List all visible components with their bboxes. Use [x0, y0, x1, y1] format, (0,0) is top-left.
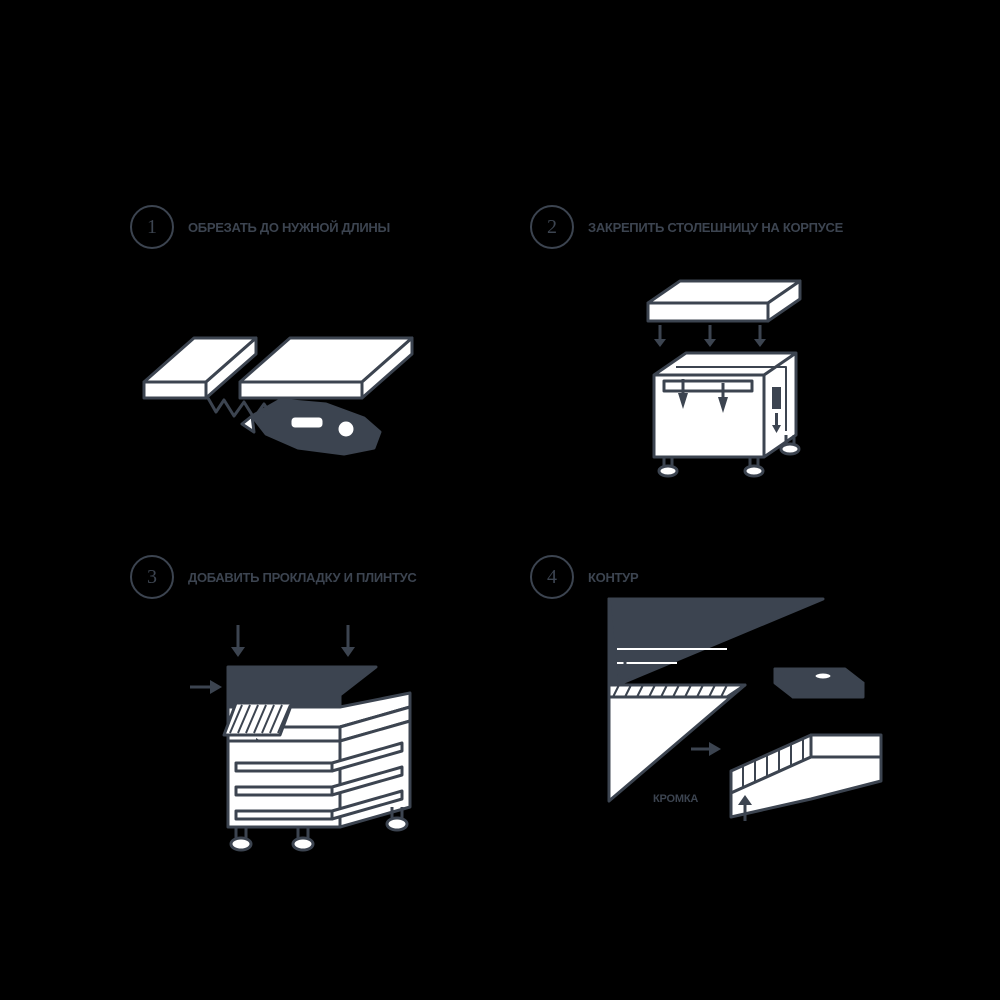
hatched-strip [224, 703, 292, 735]
step-2 [530, 205, 843, 249]
step-4-title: КОНТУР [588, 569, 639, 585]
right-slab-front [240, 382, 362, 398]
backsplash-down-arrows [231, 625, 355, 657]
front-rail [664, 381, 752, 391]
step-2-number: 2 [530, 205, 574, 249]
tape-roll [775, 669, 863, 697]
cabinet-with-backsplash-drawing [180, 615, 440, 875]
step-1-title: ОБРЕЗАТЬ ДО НУЖНОЙ ДЛИНЫ [188, 219, 390, 235]
step-3-number: 3 [130, 555, 174, 599]
cabinet-and-countertop-drawing [640, 275, 820, 490]
step-1-header [130, 205, 390, 249]
lower-wedge [609, 685, 745, 801]
step-3-illustration [180, 615, 440, 880]
backsplash-left-arrow [190, 680, 222, 694]
step-1-illustration [130, 320, 450, 475]
backsplash-panel [228, 667, 376, 707]
step-3 [130, 555, 417, 599]
step-3-title: ДОБАВИТЬ ПРОКЛАДКУ И ПЛИНТУС [188, 569, 417, 585]
step-2-header [530, 205, 843, 249]
countertop-front [648, 303, 768, 321]
step-3-header [130, 555, 417, 599]
edge-banding-drawing [595, 585, 885, 855]
apply-banding-arrow [691, 742, 721, 756]
left-slab-front [144, 382, 206, 398]
step-2-title: ЗАКРЕПИТЬ СТОЛЕШНИЦУ НА КОРПУСЕ [588, 219, 843, 235]
step-2-illustration [640, 275, 820, 495]
step-4-illustration [595, 585, 885, 860]
step-1-number: 1 [130, 205, 174, 249]
step-4-number: 4 [530, 555, 574, 599]
edge-label: КРОМКА [653, 793, 699, 805]
countertop-down-arrows [654, 325, 766, 347]
step-1 [130, 205, 390, 249]
slabs-and-jigsaw-drawing [130, 320, 450, 470]
